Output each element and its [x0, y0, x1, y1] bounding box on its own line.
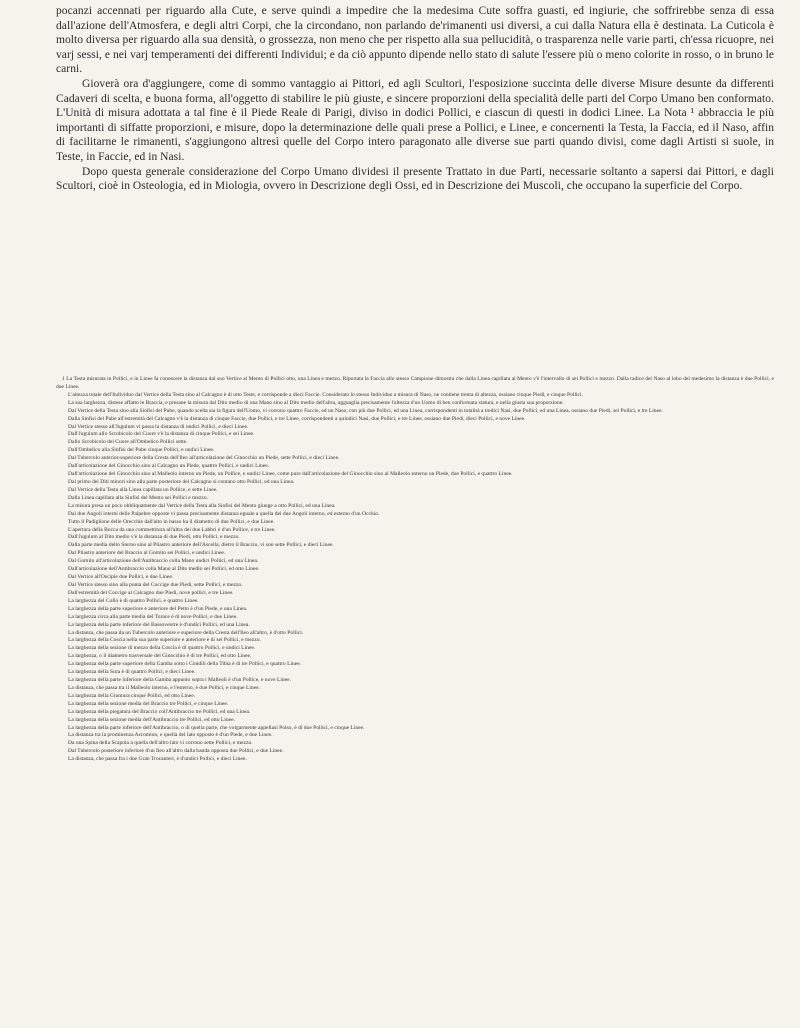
main-body-text	[56, 4, 774, 194]
footnote-line: L'apertura della Bocca da una commettitura all'altra dei due Labbri è d'un Pollice, e tre Linee.	[68, 526, 276, 533]
footnote-line: Dalla parte media dello Sterno sino al Pilastro anteriore dell'Ascella, dietro il Braccio, vi son sette Pollici, e dieci Linee.	[68, 542, 334, 549]
footnote-line: La larghezza della Giuntura cinque Pollici, ed otto Linee.	[68, 692, 196, 699]
footnote-line: Dal Tubercolo anterior-superiore della Cresta dell'Ileo all'articolazione del Ginocchio un Piede, sette Pollici, e dieci Linee.	[68, 455, 340, 462]
footnote-line: Dall'Jugulum al Dito medio v'è la distanza di due Piedi, otto Pollici, e mezzo.	[68, 534, 240, 541]
footnote-line: Tutto il Padiglione delle Orecchie dall'alto in basso ha il diametro di due Pollici, e due Linee.	[68, 518, 275, 525]
footnote-line: La larghezza circa alla parte media del Torace è di nove Pollici, e due Linee.	[68, 613, 238, 620]
footnote-line: Dall'Ombelico alla Sinfisi del Pube cinque Pollici, e undici Linee.	[68, 447, 215, 454]
footnote-line: Dal Tubercolo posteriore inferiore d'un Ileo all'altro dalla banda opposta due Pollici, e due Linee.	[68, 748, 284, 755]
footnote-line: La misura presa un poco obbliquamente dal Vertice della Testa alla Sinfisi del Mento giunge a otto Pollici, ed una Linea.	[68, 502, 336, 509]
footnote-line: Dal Vertice stesso sino alla punta del Coccige due Piedi, sette Pollici, e mezzo.	[68, 581, 243, 588]
footnote-line: Dal Vertice della Testa sino alla Siofisi del Pube, quando scelta sia la figura dell'Uomo, vi corrono quattro Faccie, ed un Naso, con più due Pollici, ed una Linea, corrispondenti in totalità a tredici Nasi, due Pollici, ed una Linea, ossiano due Piedi, sei Pollici, e tre Linee.	[68, 407, 663, 414]
footnote-line: Dall'articolazione dell'Antibraccio colla Mano al Dito medio sei Pollici, ed otto Linee.	[68, 566, 260, 573]
footnote-line: La larghezza della parte superiore della Gamba sotto i Condili della Tibia è di tre Pollici, e quattro Linee.	[68, 661, 302, 668]
footnote-line: La larghezza del Collo è di quattro Pollici, e quattro Linee.	[68, 597, 199, 604]
footnote-line: La larghezza della Coscia nella sua parte superiore e anteriore è di sei Pollici, e mezzo.	[68, 637, 261, 644]
footnote-line: La distanza, che passa da un Tubercolo anteriore e superiore della Cresta dell'Ileo all'altro, è d'otto Pollici.	[68, 629, 304, 636]
footnote-line: La larghezza della parte inferiore della Gamba appunto sopra i Malleoli è d'un Pollice, e nove Linee.	[68, 677, 291, 684]
footnote-line: Dal Gomito all'articolazione dell'Antibraccio colla Mano undici Pollici, ed una Linea.	[68, 558, 259, 565]
footnotes	[56, 376, 774, 764]
footnote-line: 1 La Testa misurata in Pollici, e in Linee fa conoscere la distanza dal suo Vertice al Mento di Pollici otto, una Linea e mezzo. Riportata la Faccia allo stesso Campione dimostra che dalla Linea capillata al Mento v'è l'intervallo di sei Pollici e mezzo. Dalla radice del Naso al lobo del medesimo la distanza è due Pollici, e due Linee.	[56, 376, 774, 390]
footnote-line: Dallo Scrobicolo del Cuore all'Ombelico Pollici sette.	[68, 439, 188, 446]
footnote-line: Dalla Linea capillata alla Sinfisi del Mento sei Pollici e mezzo.	[68, 494, 209, 501]
footnote-line: Dall'articolazione del Ginocchio sino al Malleolo interno un Piede, un Pollice, e undici Linee, come pure dall'articolazione del Ginocchio sino al Malleolo esterno un Piede, due Pollici, e quattro Linee.	[68, 471, 513, 478]
footnote-line: La larghezza della parte superiore e anteriore del Petto è d'un Piede, e una Linea.	[68, 605, 248, 612]
footnote-line: La larghezza della parte inferiore dell'Antibraccio, o di quella parte, che volgarmente appellasi Polso, è di due Pollici, e cinque Linee.	[68, 724, 365, 731]
footnote-line: Dal Pilastro anteriore del Braccio al Gomito sei Pollici, e undici Linee.	[68, 550, 226, 557]
footnote-line: Dalla Sinfisi del Pube all'estremità del Calcagno v'è la distanza di cinque Faccie, due Pollici, e tre Linee, corrispondenti a quindici Nasi, due Pollici, e tre Linee, ossiano due Piedi, dieci Pollici, e nove Linee.	[68, 415, 526, 422]
footnote-line: La distanza tra la prominenza Acromion, e quella del lato opposto è d'un Piede, e due Linee.	[68, 732, 273, 739]
footnote-line: Da una Spina della Scapola a quella dell'altro lato vi corrono sette Pollici, e mezzo.	[68, 740, 253, 747]
paragraph: Gioverà ora d'aggiungere, come di sommo vantaggio ai Pittori, ed agli Scultori, l'esposizione succinta delle diverse Misure desunte da differenti Cadaveri di scelta, e buona forma, all'oggetto di stabilire le più giuste, e sincere proporzioni della specialità delle parti del Corpo Umano ben conformato. L'Unità di misura adottata a tal fine è il Piede Reale di Parigi, diviso in dodici Pollici, e ciascun di questi in dodici Linee. La Nota ¹ abbraccia le più importanti di siffatte proporzioni, e misure, dopo la determinazione delle quali prese a Pollici, e Linee, e concernenti la Testa, la Faccia, ed il Naso, affin di facilitarne le rimanenti, s'aggiungono altresì quelle del Corpo intero paragonato alle diverse sue parti quando divisi, come dagli Artisti si suole, in Teste, in Faccie, ed in Nasi.	[56, 77, 774, 163]
footnote-line: La sua larghezza, distese affatto le Braccia, e presane la misura dal Dito medio di una Mano sino al Dito medio dell'altra, agguaglia precisamente l'altezza d'un Uomo di ben conformata statura, e nella giusta sua proporzione.	[68, 399, 564, 406]
footnote-line: La larghezza della parte inferiore del Bassoventre è d'undici Pollici, ed una Linea.	[68, 621, 250, 628]
footnote-line: La distanza, che passa tra il Malleolo interno, e l'esterno, è due Pollici, e cinque Linee.	[68, 684, 260, 691]
footnote-line: Dall'articolazione del Ginocchio sino al Calcagno un Piede, quattro Pollici, e undici Linee.	[68, 463, 270, 470]
footnote-line: La distanza, che passa fra i due Gran Trocanteri, è d'undici Pollici, e dieci Linee.	[68, 756, 247, 763]
footnote-line: La larghezza della Sura è di quattro Pollici, e dieci Linee.	[68, 669, 196, 676]
footnote-line: La larghezza della sezione media del Braccio tre Pollici, e cinque Linee.	[68, 700, 229, 707]
footnote-line: La larghezza della sezione media dell'Antibraccio tre Pollici, ed otto Linee.	[68, 716, 235, 723]
footnote-line: La larghezza della piegatura del Braccio coll'Antibraccio tre Pollici, ed una Linea.	[68, 708, 251, 715]
footnote-line: Dal Vertice all'Osciple due Pollici, e due Linee.	[68, 574, 174, 581]
footnote-line: Dal primo dei Diti minori sino alla parte posteriore del Calcagno si contano otto Pollici, ed una Linea.	[68, 478, 295, 485]
footnote-line: La larghezza della sezione di mezzo della Coscia è di quattro Pollici, e undici Linee.	[68, 645, 256, 652]
footnote-line: Dal Vertice stesso all'Jugulum vi passa la distanza di undici Pollici, e dieci Linee.	[68, 423, 249, 430]
footnote-line: La larghezza, o il diametro trasversale del Ginocchio è di tre Pollici, ed otto Linee.	[68, 653, 252, 660]
paragraph: pocanzi accennati per riguardo alla Cute, e serve quindi a impedire che la medesima Cute soffra guasti, ed ingiurie, che soffrirebbe senza di essa dall'azione dell'Atmosfera, e degli altri Corpi, che la circondano, non parlando de'rimanenti usi diversi, a cui dalla Natura ella è destinata. La Cuticola è molto diversa per riguardo alla sua densità, o grossezza, non meno che per rispetto alla sua pellucidità, o trasparenza nelle varie parti, ch'essa ricuopre, nei varj sessi, e nei varj temperamenti dei differenti Individui; e da ciò appunto dipende nello stato di salute l'essere più o meno colorite in rosso, o in bruno le carni.	[56, 5, 774, 76]
paragraph: Dopo questa generale considerazione del Corpo Umano dividesi il presente Trattato in due Parti, necessarie soltanto a sapersi dai Pittori, e dagli Scultori, cioè in Osteologia, ed in Miologia, ovvero in Descrizione degli Ossi, ed in Descrizione dei Muscoli, che occupano la superficie del Corpo.	[56, 165, 774, 193]
footnote-line: Dai due Angoli interni delle Palpebre opposte vi passa precisamente distanza eguale a quella dei due Angoli interno, ed esterno d'un Occhio.	[68, 510, 380, 517]
footnote-line: Dall'estremità del Coccige al Calcagno due Piedi, nove pollici, e tre Linee.	[68, 589, 234, 596]
footnote-line: L'altezza totale dell'Individuo dal Vertice della Testa sino al Calcagno è di otto Teste, e corrisponde a dieci Faccie. Considerato lo stesso Individuo a misura di Naso, ne contiene trenta di altezza, ossiano cinque Piedi, e cinque Pollici.	[68, 391, 583, 398]
footnote-line: Dall'Jugulum allo Scrobicolo del Cuore v'è la distanza di cinque Pollici, e sei Linee.	[68, 431, 255, 438]
footnote-line: Dal Vertice della Testa alla Linea capillata un Pollice, e sette Linee.	[68, 486, 218, 493]
